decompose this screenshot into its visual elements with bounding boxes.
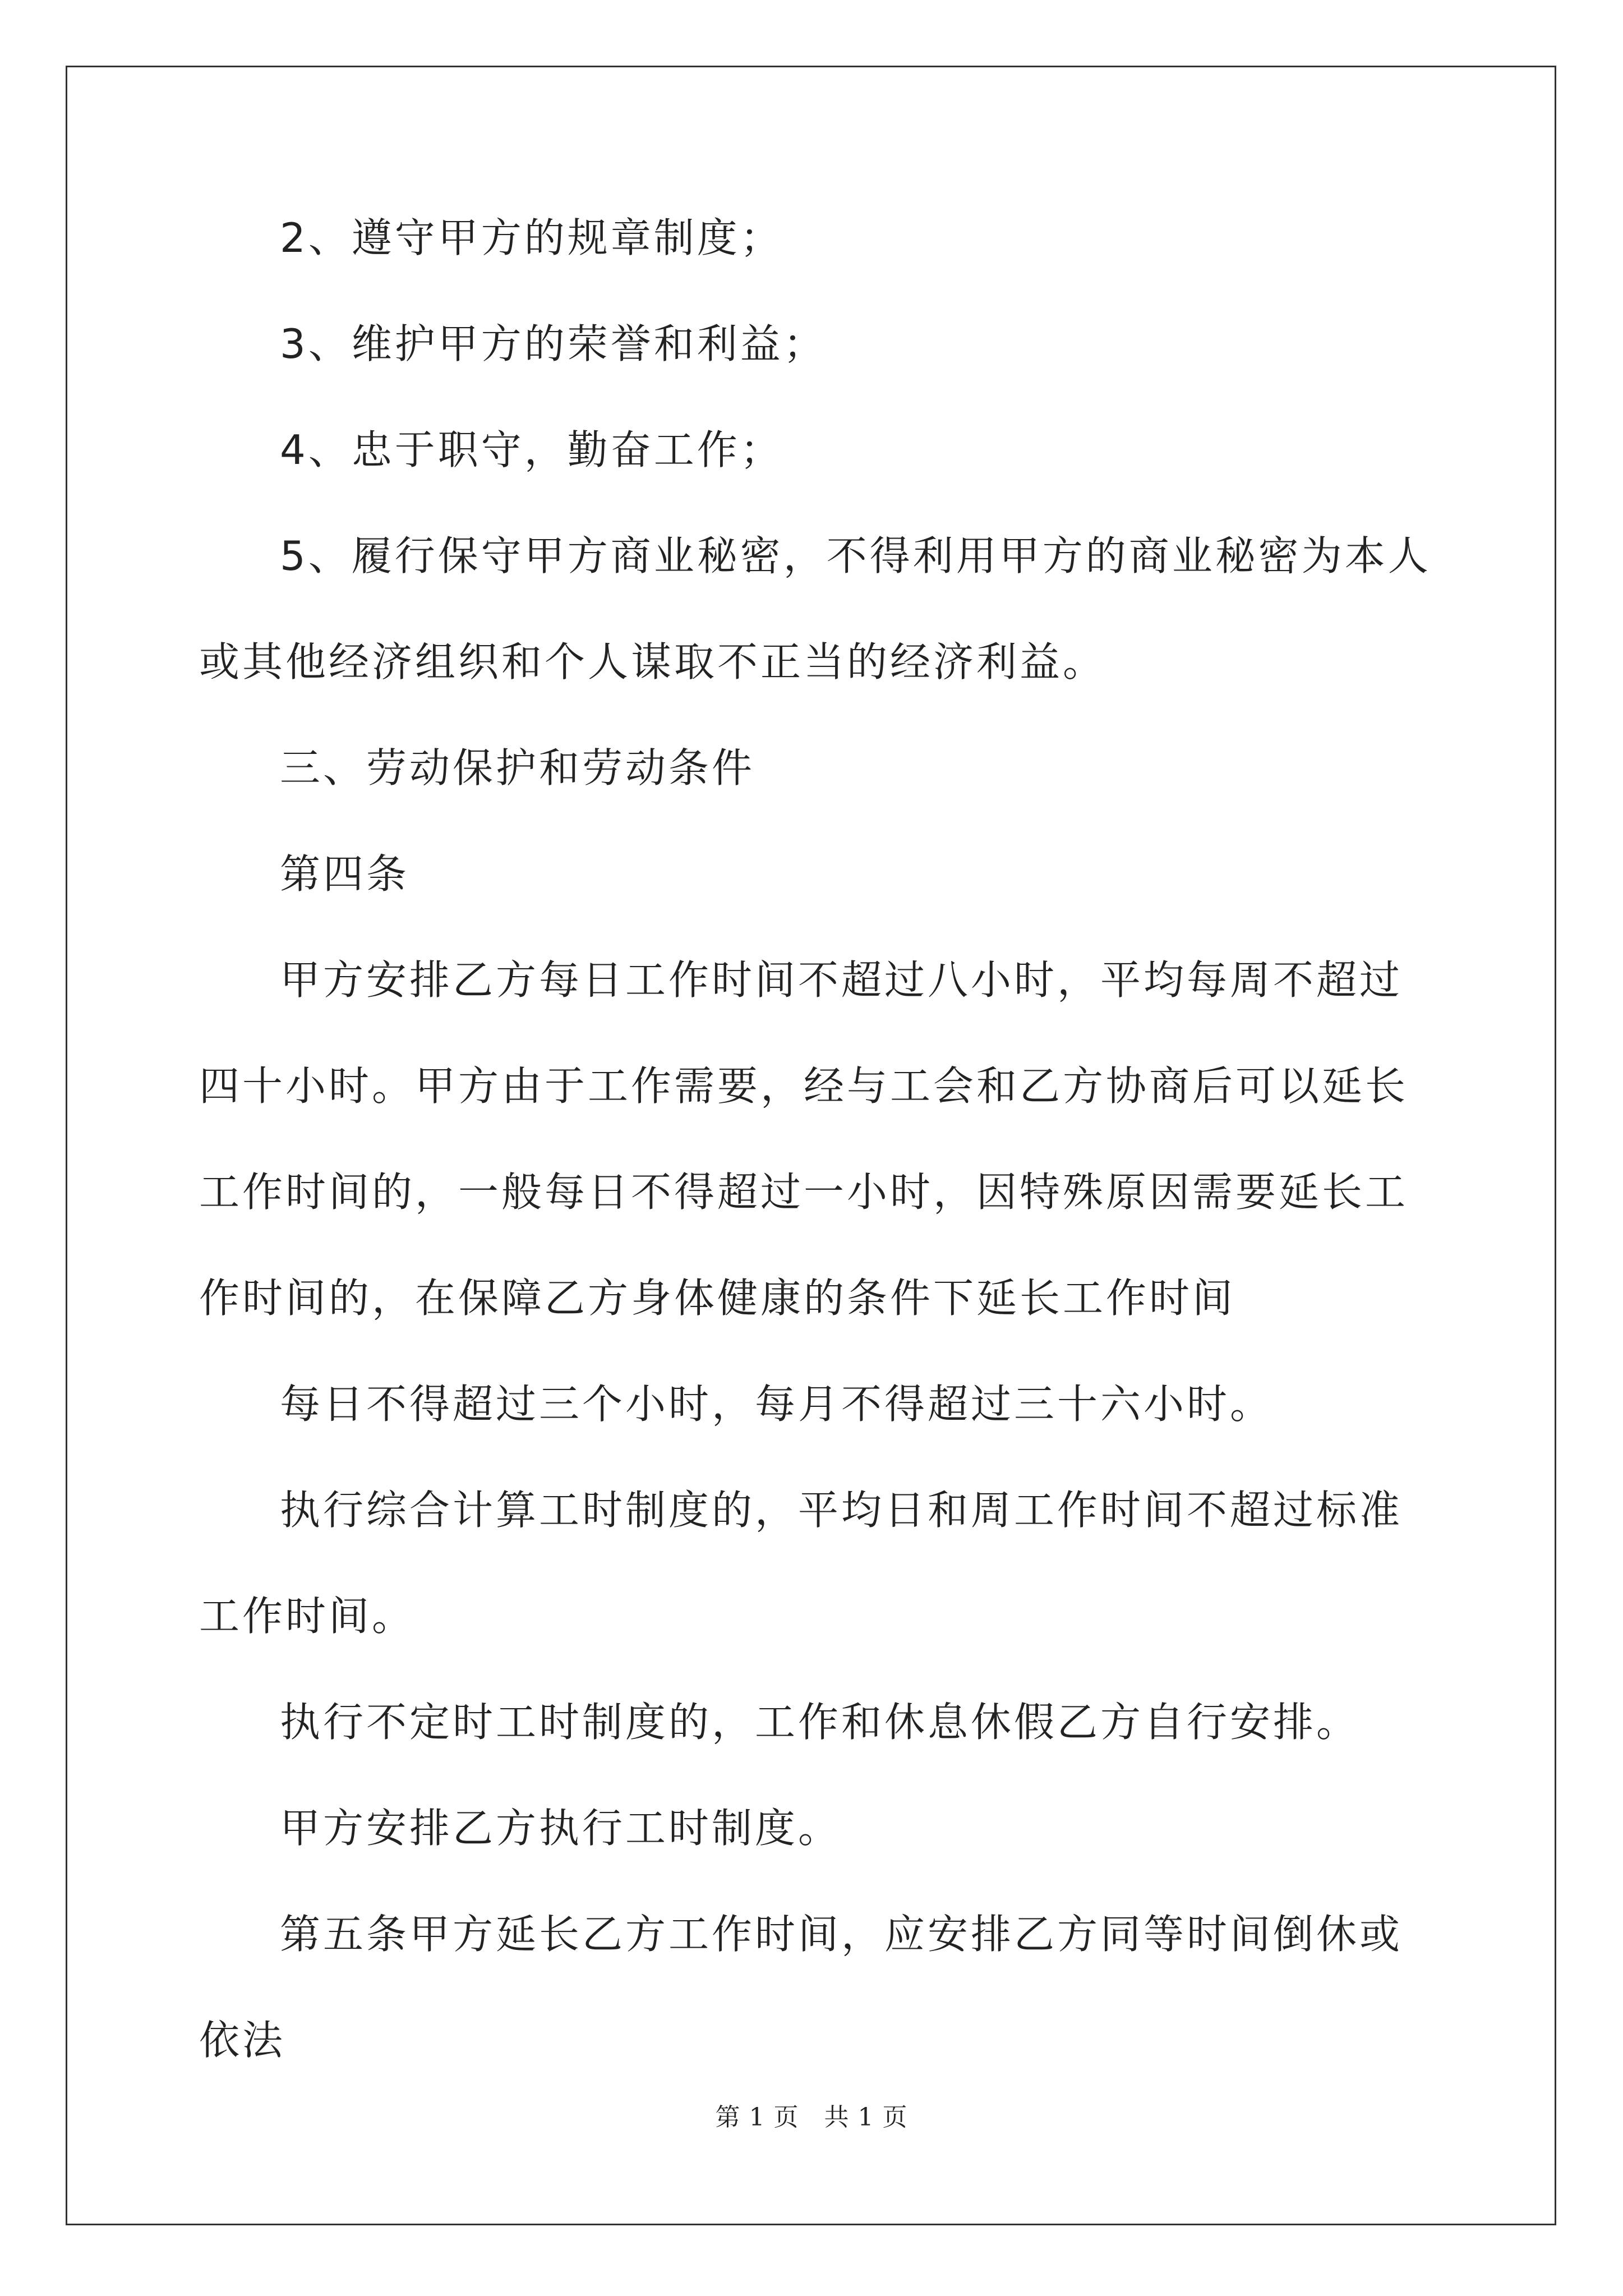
paragraph-comprehensive-hours: 执行综合计算工时制度的，平均日和周工作时间不超过标准工作时间。 bbox=[199, 1487, 1403, 1640]
paragraph-overtime-limit: 每日不得超过三个小时，每月不得超过三十六小时。 bbox=[280, 1381, 1274, 1428]
paragraph-working-hours: 甲方安排乙方每日工作时间不超过八小时，平均每周不超过四十小时。甲方由于工作需要，经与工会和乙方协商后可以延长工作时间的，一般每日不得超过一小时，因特殊原因需要延长工作时间的，在保障乙方身体健康的条件下延长工作时间 bbox=[199, 956, 1409, 1322]
section-heading-3: 三、劳动保护和劳动条件 bbox=[280, 744, 755, 792]
paragraph-item-2: 2、遵守甲方的规章制度； bbox=[280, 214, 783, 261]
paragraph-item-3: 3、维护甲方的荣誉和利益； bbox=[280, 320, 827, 367]
paragraph-item-4: 4、忠于职守，勤奋工作； bbox=[280, 426, 783, 473]
paragraph-hours-system: 甲方安排乙方执行工时制度。 bbox=[280, 1805, 842, 1852]
page-number-footer: 第 1 页 共 1 页 bbox=[715, 2103, 908, 2132]
paragraph-item-5: 5、履行保守甲方商业秘密，不得利用甲方的商业秘密为本人或其他经济组织和个人谋取不正当的经济利益。 bbox=[199, 532, 1431, 685]
paragraph-flexible-hours: 执行不定时工时制度的，工作和休息休假乙方自行安排。 bbox=[280, 1699, 1360, 1746]
article-5-paragraph: 第五条甲方延长乙方工作时间，应安排乙方同等时间倒休或依法 bbox=[199, 1911, 1403, 2064]
article-heading-4: 第四条 bbox=[280, 850, 410, 898]
document-body bbox=[199, 185, 1444, 2093]
